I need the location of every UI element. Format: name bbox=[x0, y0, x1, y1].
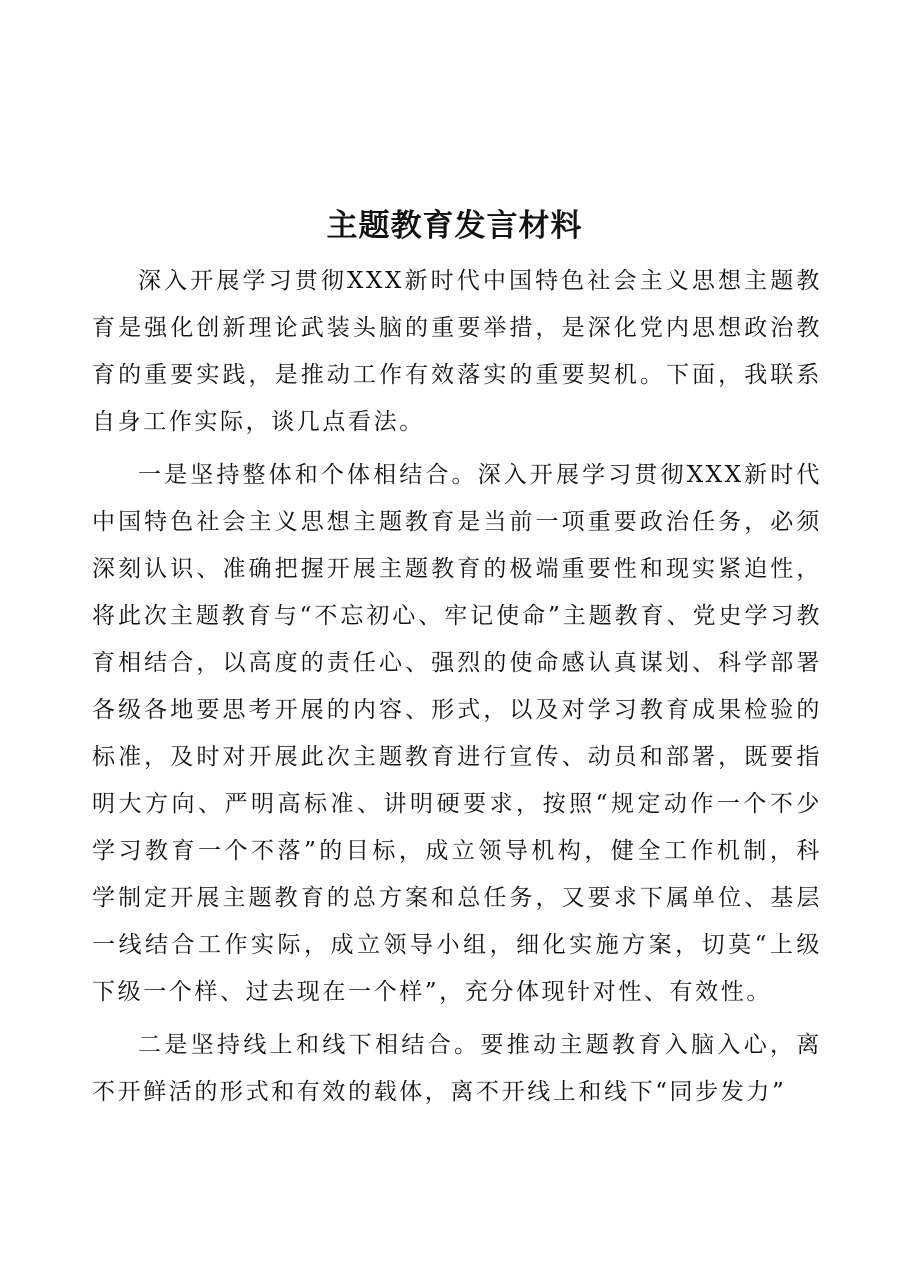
paragraph-point-two: 二是坚持线上和线下相结合。要推动主题教育入脑入心，离不开鲜活的形式和有效的载体，离不开线上和线下“同步发力” bbox=[92, 1032, 822, 1105]
document-title: 主题教育发言材料 bbox=[326, 207, 583, 244]
paragraph-point-one: 一是坚持整体和个体相结合。深入开展学习贯彻XXX新时代中国特色社会主义思想主题教育是当前一项重要政治任务，必须深刻认识、准确把握开展主题教育的极端重要性和现实紧迫性，将此次主题教育与“不忘初心、牢记使命”主题教育、党史学习教育相结合，以高度的责任心、强烈的使命感认真谋划、科学部署各级各地要思考开展的内容、形式，以及对学习教育成果检验的标准，及时对开展此次主题教育进行宣传、动员和部署，既要指明大方向、严明高标准、讲明硬要求，按照“规定动作一个不少学习教育一个不落”的目标，成立领导机构，健全工作机制，科学制定开展主题教育的总方案和总任务，又要求下属单位、基层一线结合工作实际，成立领导小组，细化实施方案，切莫“上级下级一个样、过去现在一个样”，充分体现针对性、有效性。 bbox=[92, 462, 822, 1005]
document-body bbox=[92, 258, 822, 1122]
paragraph-intro: 深入开展学习贯彻XXX新时代中国特色社会主义思想主题教育是强化创新理论武装头脑的重要举措，是深化党内思想政治教育的重要实践，是推动工作有效落实的重要契机。下面，我联系自身工作实际，谈几点看法。 bbox=[92, 268, 822, 435]
